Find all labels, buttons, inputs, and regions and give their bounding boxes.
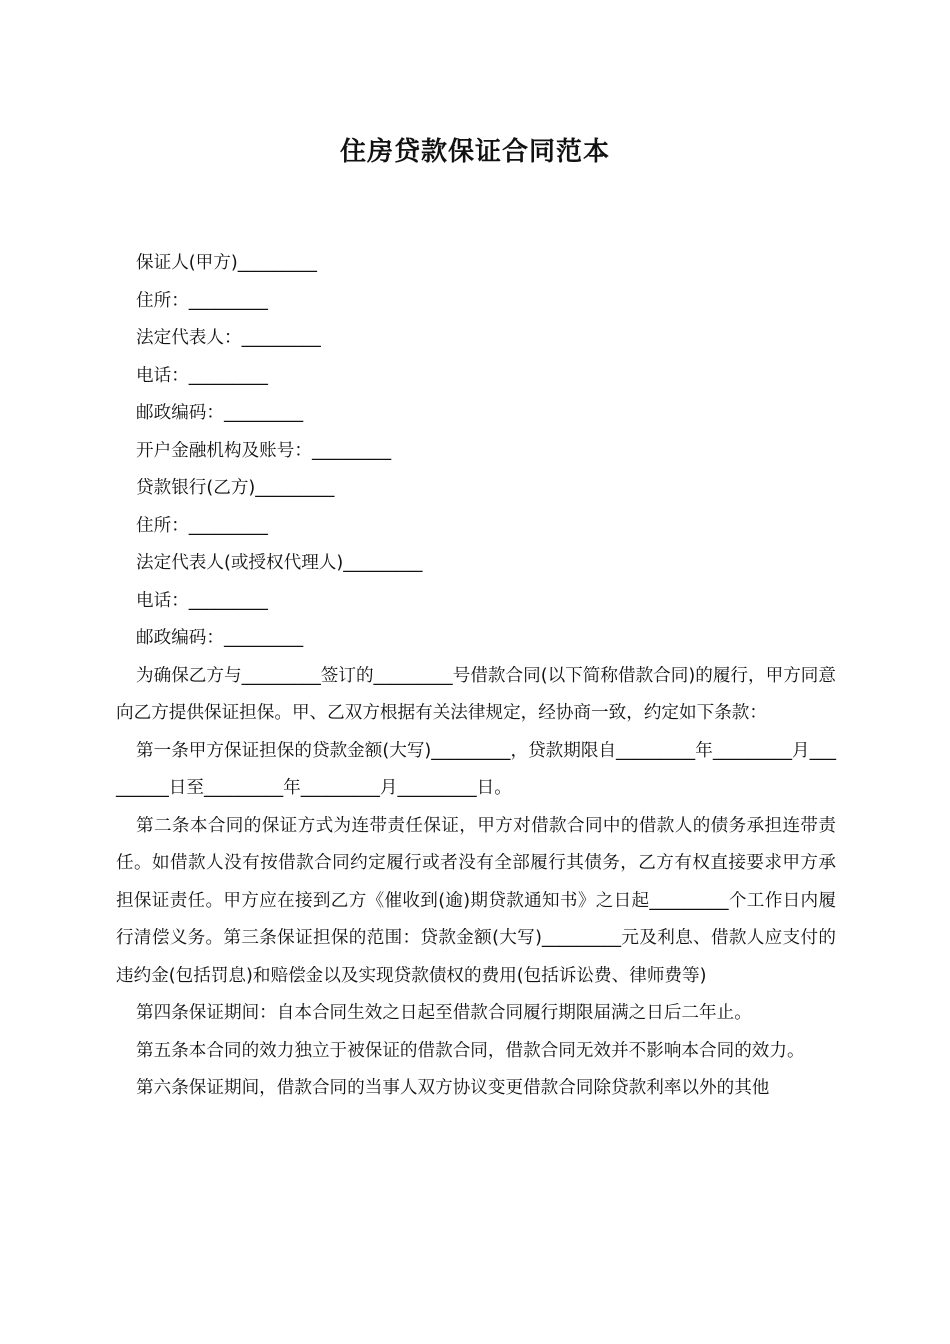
- document-title: 住房贷款保证合同范本: [339, 137, 610, 167]
- document-body: [116, 245, 836, 1108]
- field-guarantor-address: 住所：_________: [136, 290, 268, 311]
- paragraph-article-4: 第四条保证期间：自本合同生效之日起至借款合同履行期限届满之日后二年止。: [136, 1003, 752, 1023]
- paragraph-article-5: 第五条本合同的效力独立于被保证的借款合同，借款合同无效并不影响本合同的效力。: [136, 1040, 805, 1061]
- field-lender-phone: 电话：_________: [136, 590, 268, 611]
- field-guarantor-representative: 法定代表人：_________: [136, 328, 321, 348]
- field-guarantor-bank-account: 开户金融机构及账号：_________: [136, 440, 392, 461]
- field-lender-bank: 贷款银行(乙方)_________: [136, 478, 335, 498]
- field-lender-representative: 法定代表人(或授权代理人)_________: [136, 553, 423, 573]
- paragraph-preamble: 为确保乙方与_________签订的_________号借款合同(以下简称借款合同)的履行，甲方同意向乙方提供保证担保。甲、乙双方根据有关法律规定，经协商一致，约定如下条款：: [116, 665, 836, 723]
- paragraph-article-2-3: 第二条本合同的保证方式为连带责任保证，甲方对借款合同中的借款人的债务承担连带责任。如借款人没有按借款合同约定履行或者没有全部履行其债务，乙方有权直接要求甲方承担保证责任。甲方应在接到乙方《催收到(逾)期贷款通知书》之日起_________个工作日内履行清偿义务。第三条保证担保的范围：贷款金额(大写)_________元及利息、借款人应支付的违约金(包括罚息)和赔偿金以及实现贷款债权的费用(包括诉讼费、律师费等): [116, 815, 836, 986]
- field-lender-address: 住所：_________: [136, 515, 268, 536]
- field-lender-postcode: 邮政编码：_________: [136, 628, 304, 648]
- field-guarantor-phone: 电话：_________: [136, 365, 268, 386]
- paragraph-article-1: 第一条甲方保证担保的贷款金额(大写)_________，贷款期限自_________年_________月_________日至_________年_________月_________日。: [116, 740, 836, 798]
- field-guarantor: 保证人(甲方)_________: [136, 253, 317, 273]
- field-guarantor-postcode: 邮政编码：_________: [136, 403, 304, 423]
- paragraph-article-6: 第六条保证期间，借款合同的当事人双方协议变更借款合同除贷款利率以外的其他: [136, 1078, 770, 1098]
